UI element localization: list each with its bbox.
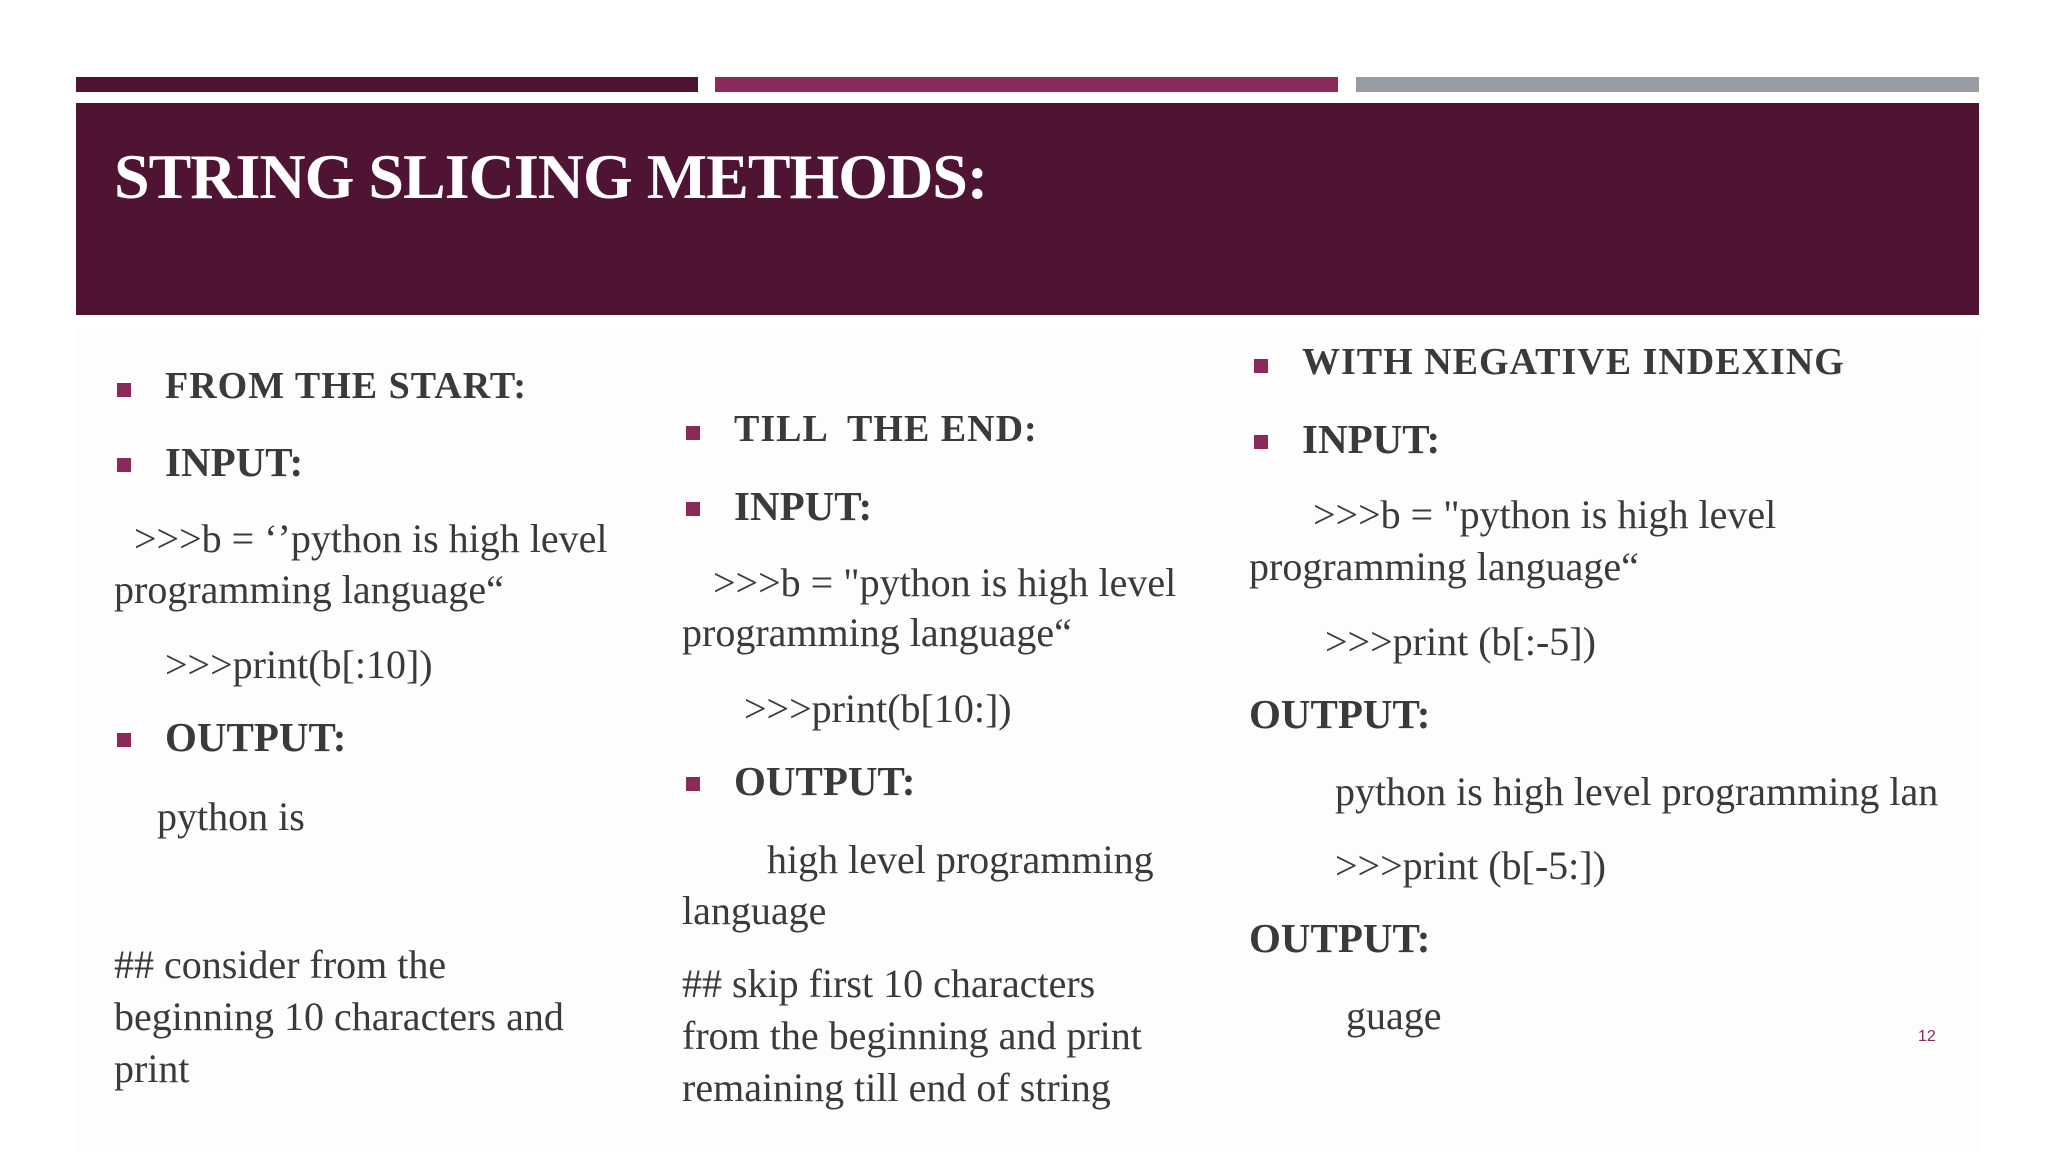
bullet-icon <box>117 383 131 397</box>
code-line: >>>print(b[:10]) <box>165 642 433 687</box>
slide-title: STRING SLICING METHODS: <box>114 141 988 212</box>
bullet-icon <box>117 733 131 747</box>
input-label: INPUT: <box>1302 416 1441 462</box>
comment-line: print <box>114 1046 190 1091</box>
input-label: INPUT: <box>165 439 304 485</box>
comment-line: beginning 10 characters and <box>114 994 564 1039</box>
bullet-icon <box>686 777 700 791</box>
comment-line: remaining till end of string <box>682 1065 1111 1110</box>
output-value: high level programming <box>767 837 1154 882</box>
code-line: >>>print (b[:-5]) <box>1325 619 1596 664</box>
code-line: >>>b = "python is high level <box>1313 492 1777 537</box>
output-value: language <box>682 888 827 933</box>
bullet-icon <box>117 458 131 472</box>
page-number: 12 <box>1918 1028 1936 1045</box>
code-line: >>>print (b[-5:]) <box>1335 843 1606 888</box>
output-value: python is high level programming lan <box>1335 769 1939 814</box>
heading-negative-indexing: WITH NEGATIVE INDEXING <box>1302 341 1845 383</box>
accent-bar-magenta <box>715 77 1338 92</box>
heading-from-start: FROM THE START: <box>165 365 528 407</box>
accent-bar-gray <box>1356 77 1979 92</box>
code-line: >>>b = "python is high level <box>713 560 1177 605</box>
output-label: OUTPUT: <box>734 758 916 804</box>
code-line: programming language“ <box>1249 544 1639 589</box>
comment-line: ## consider from the <box>114 942 447 987</box>
comment-line: from the beginning and print <box>682 1013 1142 1058</box>
bullet-icon <box>1254 359 1268 373</box>
code-line: programming language“ <box>682 610 1072 655</box>
output-label: OUTPUT: <box>1249 691 1431 737</box>
code-line: >>>print(b[10:]) <box>744 686 1012 731</box>
heading-till-end: TILL THE END: <box>734 408 1038 450</box>
output-value: python is <box>157 794 305 839</box>
accent-bar-dark <box>76 77 698 92</box>
output-label: OUTPUT: <box>1249 915 1431 961</box>
code-line: programming language“ <box>114 567 504 612</box>
output-value: guage <box>1346 993 1442 1038</box>
bullet-icon <box>686 426 700 440</box>
output-label: OUTPUT: <box>165 714 347 760</box>
bullet-icon <box>686 502 700 516</box>
bullet-icon <box>1254 435 1268 449</box>
code-line: >>>b = ‘’python is high level <box>114 516 608 561</box>
comment-line: ## skip first 10 characters <box>682 961 1096 1006</box>
input-label: INPUT: <box>734 483 873 529</box>
